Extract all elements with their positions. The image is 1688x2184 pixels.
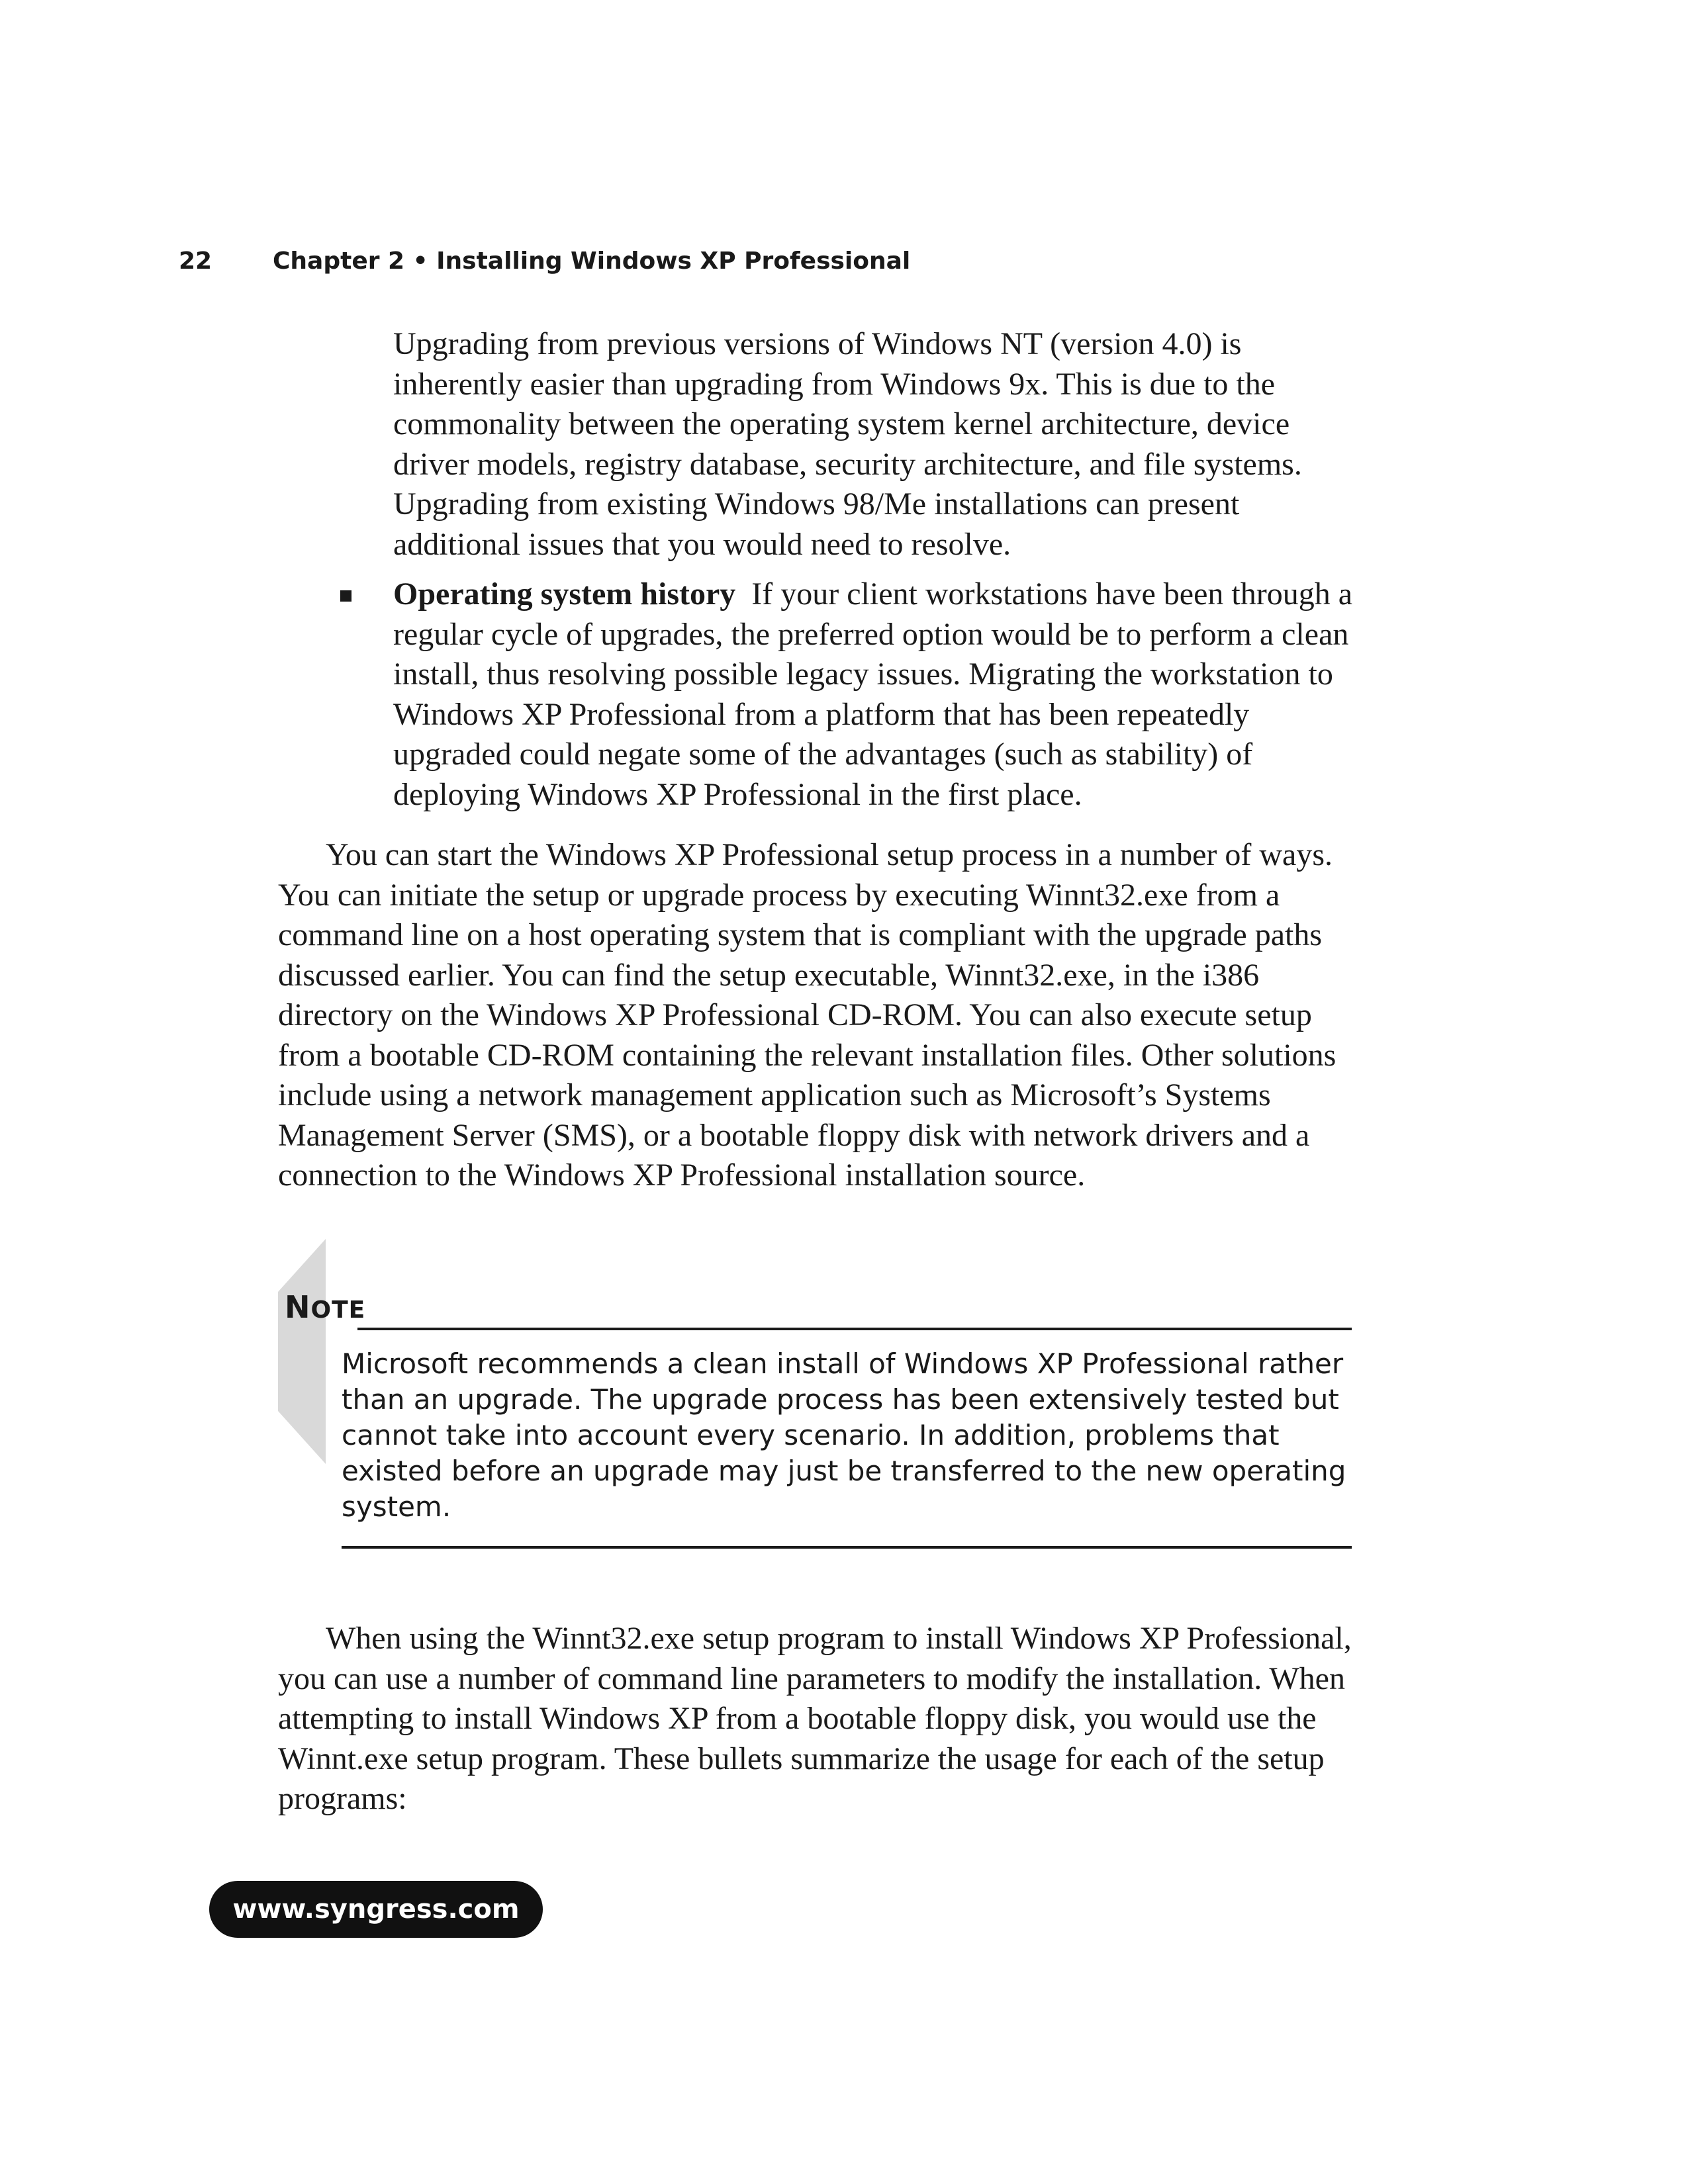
bullet-text: If your client workstations have been through a regular cycle of upgrades, the preferred option would be to perform a clean install, thus resolving possible legacy issues. Migrating the workstation to Windows XP Professional from a platform that has been repeatedly upgraded could negate some of the advantages (such as stability) of deploying Windows XP Professional in the first place. (393, 576, 1353, 812)
note-top-rule (357, 1328, 1352, 1330)
square-bullet-icon (340, 590, 352, 602)
note-body: Microsoft recommends a clean install of Windows XP Professional rather than an upgrade. The upgrade process has been extensively tested but cannot take into account every scenario. In addition, problems that existed before an upgrade may just be transferred to the new operating system. (342, 1347, 1346, 1523)
note-title: NOTE (285, 1289, 366, 1325)
chapter-title: Chapter 2 • Installing Windows XP Professional (273, 248, 911, 275)
note-tab-icon (278, 1239, 326, 1464)
winnt32-paragraph: When using the Winnt32.exe setup program to install Windows XP Professional, you can use a number of command line parameters to modify the installation. When attempting to install Windows XP from a bootable floppy disk, you would use the Winnt.exe setup program. These bullets summarize the usage for each of the setup programs: (278, 1621, 1352, 1816)
running-header (179, 248, 910, 275)
continuation-paragraph: Upgrading from previous versions of Windows NT (version 4.0) is inherently easier than upgrading from Windows 9x. This is due to the commonality between the operating system kernel architecture, device driver models, registry database, security architecture, and file systems. Upgrading from existing Windows 98/Me installations can present additional issues that you would need to resolve. (393, 326, 1302, 562)
note-bottom-rule (342, 1546, 1352, 1549)
page-number: 22 (179, 248, 212, 275)
bullet-term: Operating system history (393, 576, 736, 612)
footer-url-link[interactable]: www.syngress.com (209, 1881, 543, 1938)
bullet-item-os-history (393, 574, 1353, 815)
setup-paragraph: You can start the Windows XP Professional setup process in a number of ways. You can initiate the setup or upgrade process by executing Winnt32.exe from a command line on a host operating system that is compliant with the upgrade paths discussed earlier. You can find the setup executable, Winnt32.exe, in the i386 directory on the Windows XP Professional CD-ROM. You can also execute setup from a bootable CD-ROM containing the relevant installation files. Other solutions include using a network management application such as Microsoft’s Systems Management Server (SMS), or a bootable floppy disk with network drivers and a connection to the Windows XP Professional installation source. (278, 837, 1336, 1193)
